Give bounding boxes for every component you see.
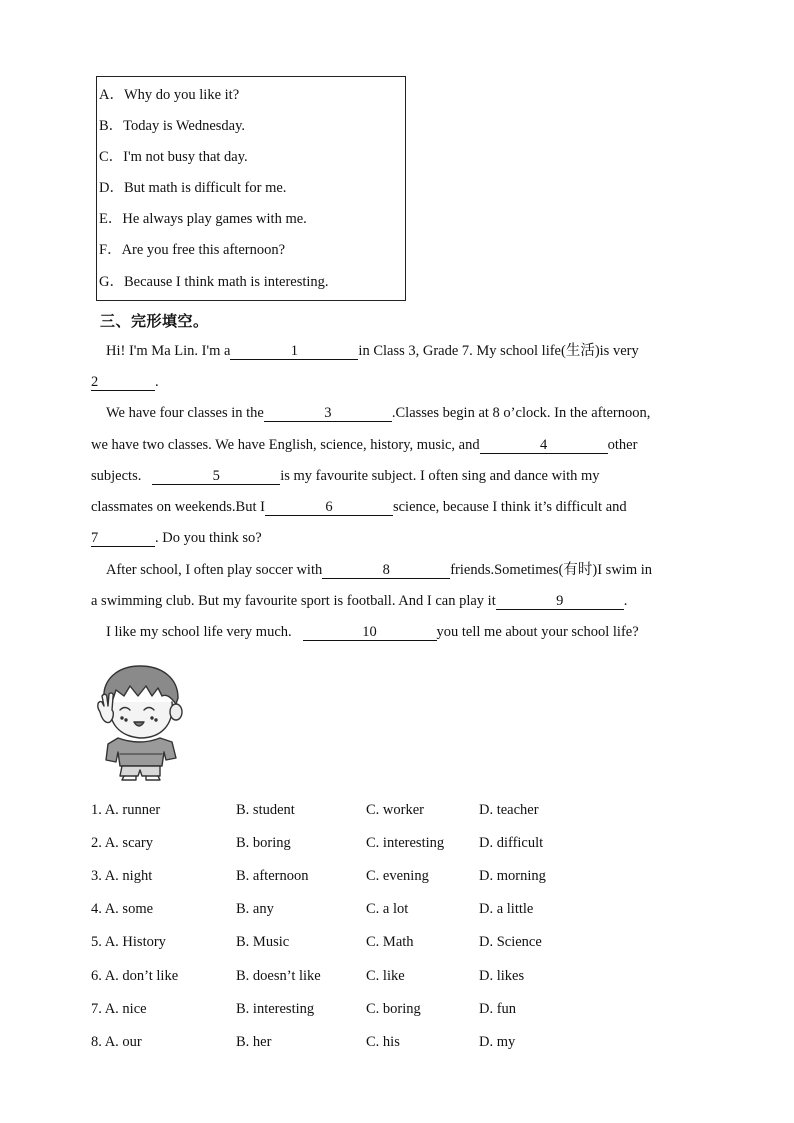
choice-1-b[interactable]: B. student [236, 802, 295, 818]
choice-8-b[interactable]: B. her [236, 1034, 272, 1050]
choice-2-c[interactable]: C. interesting [366, 835, 445, 851]
passage-line-10 [106, 622, 639, 642]
option-c: C．I'm not busy that day. [99, 149, 248, 165]
choice-7-c[interactable]: C. boring [366, 1001, 421, 1017]
choice-5-a[interactable]: 5. A. History [91, 934, 166, 950]
blank-9[interactable]: 9 [496, 593, 624, 610]
section-title: 三、完形填空。 [100, 312, 209, 330]
option-b: B．Today is Wednesday. [99, 118, 246, 134]
choice-5-c[interactable]: C. Math [366, 934, 414, 950]
text: 生活 [565, 343, 595, 359]
choice-8-c[interactable]: C. his [366, 1034, 400, 1050]
text: you tell me about your school life? [436, 624, 639, 640]
text: classmates on weekends.But I [91, 499, 265, 515]
choice-3-b[interactable]: B. afternoon [236, 868, 309, 884]
text: we have two classes. We have English, science, history, music, and [91, 437, 480, 453]
text: We have four classes in the [106, 405, 264, 421]
passage-line-7 [91, 528, 262, 548]
passage-line-3 [106, 403, 650, 423]
choice-4-d[interactable]: D. a little [479, 901, 534, 917]
choice-5-d[interactable]: D. Science [479, 934, 542, 950]
option-a: A．Why do you like it? [99, 87, 240, 103]
passage-line-1 [106, 341, 639, 361]
choice-8-d[interactable]: D. my [479, 1034, 516, 1050]
text: in Class 3, Grade 7. My school life( [358, 343, 566, 359]
choice-7-d[interactable]: D. fun [479, 1001, 517, 1017]
choice-8-a[interactable]: 8. A. our [91, 1034, 142, 1050]
choice-6-d[interactable]: D. likes [479, 968, 525, 984]
choice-1-a[interactable]: 1. A. runner [91, 802, 161, 818]
blank-1[interactable]: 1 [230, 343, 358, 360]
blank-6[interactable]: 6 [265, 499, 393, 516]
text: a swimming club. But my favourite sport is football. And I can play it [91, 593, 496, 609]
choice-6-c[interactable]: C. like [366, 968, 405, 984]
passage-line-6 [91, 497, 627, 517]
text: . Do you think so? [155, 530, 262, 546]
option-e: E．He always play games with me. [99, 211, 307, 227]
passage-line-4 [91, 435, 637, 455]
option-g: G．Because I think math is interesting. [99, 274, 329, 290]
blank-4[interactable]: 4 [480, 437, 608, 454]
choice-1-c[interactable]: C. worker [366, 802, 424, 818]
cartoon-boy-illustration [92, 660, 192, 782]
text: Hi! I'm Ma Lin. I'm a [106, 343, 231, 359]
passage-line-9 [91, 591, 627, 611]
choice-6-a[interactable]: 6. A. don’t like [91, 968, 179, 984]
choice-2-a[interactable]: 2. A. scary [91, 835, 154, 851]
blank-8[interactable]: 8 [322, 562, 450, 579]
blank-7[interactable]: 7 [91, 530, 155, 547]
text: After school, I often play soccer with [106, 562, 323, 578]
passage-line-8 [106, 560, 652, 580]
choice-7-a[interactable]: 7. A. nice [91, 1001, 147, 1017]
choice-5-b[interactable]: B. Music [236, 934, 290, 950]
text: I like my school life very much. [106, 624, 292, 640]
text: . [623, 593, 628, 609]
option-d: D．But math is difficult for me. [99, 180, 287, 196]
blank-3[interactable]: 3 [264, 405, 392, 422]
text: subjects. [91, 468, 142, 484]
choice-3-d[interactable]: D. morning [479, 868, 546, 884]
passage-line-5 [91, 466, 600, 486]
choice-4-b[interactable]: B. any [236, 901, 274, 917]
choice-1-d[interactable]: D. teacher [479, 802, 539, 818]
text: )I swim in [592, 562, 652, 578]
text: other [607, 437, 638, 453]
text: )is very [594, 343, 639, 359]
text: . [155, 374, 159, 390]
blank-10[interactable]: 10 [303, 624, 437, 641]
text: 有时 [563, 562, 593, 578]
text: science, because I think it’s difficult and [392, 499, 627, 515]
choice-7-b[interactable]: B. interesting [236, 1001, 315, 1017]
text: friends.Sometimes( [450, 562, 564, 578]
choice-2-d[interactable]: D. difficult [479, 835, 544, 851]
choice-4-c[interactable]: C. a lot [366, 901, 409, 917]
choice-2-b[interactable]: B. boring [236, 835, 291, 851]
sentence-options-box [96, 76, 406, 301]
choice-3-a[interactable]: 3. A. night [91, 868, 153, 884]
blank-2[interactable]: 2 [91, 374, 155, 391]
option-f: F．Are you free this afternoon? [99, 242, 286, 258]
text: .Classes begin at 8 o’clock. In the afternoon, [391, 405, 651, 421]
choice-6-b[interactable]: B. doesn’t like [236, 968, 321, 984]
passage-line-2 [91, 372, 159, 392]
choice-3-c[interactable]: C. evening [366, 868, 429, 884]
choice-4-a[interactable]: 4. A. some [91, 901, 154, 917]
text: is my favourite subject. I often sing and dance with my [280, 468, 600, 484]
blank-5[interactable]: 5 [152, 468, 280, 485]
